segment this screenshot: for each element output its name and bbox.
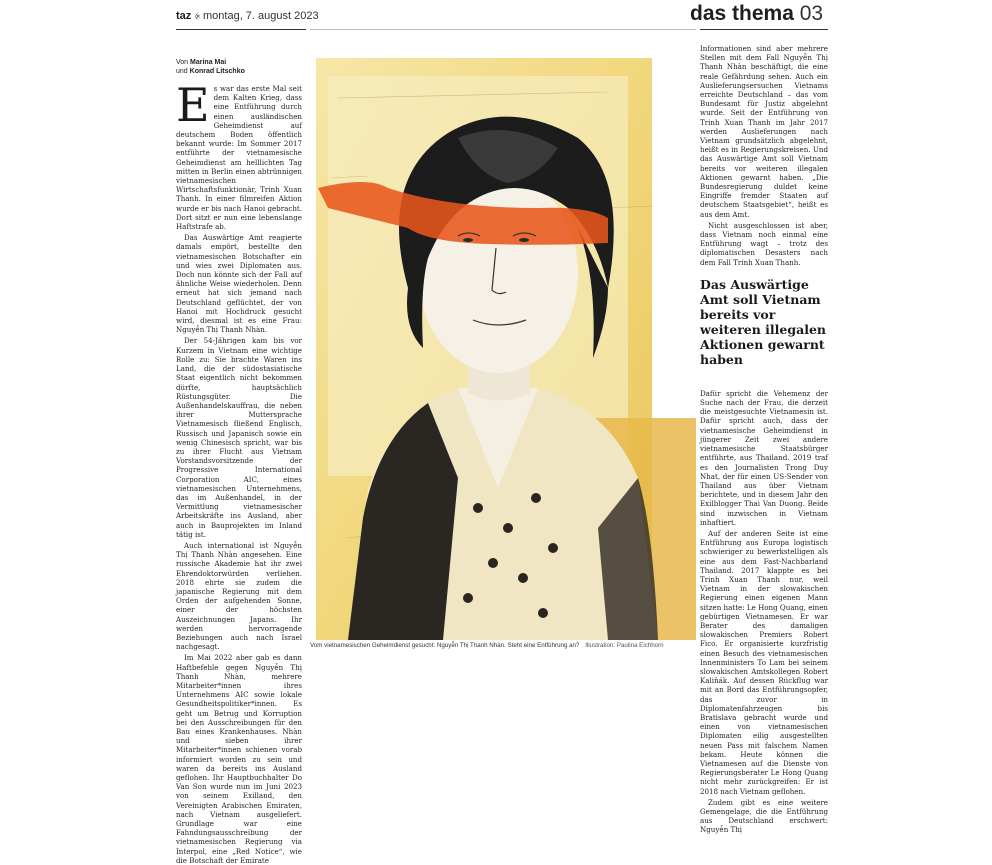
byline [176,58,302,76]
masthead [0,0,992,30]
image-caption [310,642,700,650]
illustration-credit: Illustration: Paulina Eichhorn [585,642,664,649]
body-paragraph: Der 54-Jährigen kam bis vor Kurzem in Vietnam eine wichtige Rolle zu: Sie brachte Waren ins Land, die der südostasiatische Staat eigentlich nicht bekommen dürfte, hauptsächlich Rüstungsgüter. Die Außenhandelskauffrau, die neben ihrer Muttersprache Vietnamesisch fließend Englisch, Russisch und Japanisch sowie ein wenig Chinesisch spricht, war bis zu ihrer Flucht aus Vietnam Vorstandsvorsitzende der Progressive International Corporation AIC, eines vietnamesischen Unternehmens, das im Außenhandel, in der Vermittlung vietnamesischer Arbeitskräfte ins Ausland, aber auch in Bauprojekten im Inland tätig ist. [176,336,302,539]
page-number: 03 [799,2,824,25]
body-paragraph: Auch international ist Nguyễn Thị Thanh Nhàn angesehen. Eine russische Akademie hat ihr zwei Ehrendoktorwürden verliehen. 2018 ehrte sie zudem die japanische Regierung mit dem Orden der aufgehenden Sonne, einer der höchsten Auszeichnungen Japans. Ihr werden hervorragende Beziehungen auch nach Israel nachgesagt. [176,540,302,652]
article-column-right [700,44,828,835]
author-name: Marina Mai [190,59,227,66]
pull-quote: Das Auswärtige Amt soll Vietnam bereits vor weiteren illegalen Aktionen gewarnt haben [700,276,826,367]
header-rule-right [700,29,828,30]
lead-paragraph [176,78,302,232]
article-column-left [176,58,302,865]
author-name: Konrad Litschko [189,68,245,75]
body-paragraph: Auf der anderen Seite ist eine Entführung aus Europa logistisch schwieriger zu bewerkstelligen als eine aus dem Fast-Nachbarland Thailand. 2017 klappte es bei Trinh Xuan Thanh nur, weil Vietnam in der slowakischen Regierung einen eigenen Mann sitzen hatte: Le Hong Quang, einen gebürtigen Vietnamesen. Er war Berater des damaligen slowakischen Premiers Robert Fico. Er organisierte kurzfristig einen Besuch des vietnamesischen Innenministers To Lam bei seinem slowakischen Amtskollegen Robert Kaliňák. Auf dessen Rückflug war mit an Bord das Entführungsopfer, das zuvor in Diplomatenfahrzeugen bis Bratislava gebracht wurde und einen von vietnamesischen Diplomaten eilig ausgestellten neuen Pass mit falschem Namen bekam. Heute können die Vietnamesen auf die Dienste von Regierungsberater Le Hong Quang nicht mehr zurückgreifen: Er ist 2018 nach Vietnam geflohen. [700,528,828,796]
issue-date: montag, 7. august 2023 [203,10,319,22]
body-paragraph: Nicht ausgeschlossen ist aber, dass Vietnam noch einmal eine Entführung wagt – trotz des diplomatischen Desasters nach dem Fall Trinh Xuan Thanh. [700,220,828,267]
drop-cap: E [176,78,210,132]
newspaper-logo: taz [176,10,192,22]
byline-prefix: Von [176,59,189,66]
caption-text: Vom vietnamesischen Geheimdienst gesucht: Nguyễn Thị Thanh Nhàn. Steht eine Entführung an? [310,642,580,649]
logo-paw-icon: ⨴ [195,12,201,21]
portrait-drawing [308,58,696,640]
body-paragraph: Informationen sind aber mehrere Stellen mit dem Fall Nguyễn Thị Thanh Nhàn beschäftigt, die eine reale Gefährdung sehen. Auch ein Auslieferungsersuchen Vietnams erreichte Deutschland – das vom Bundesamt für Justiz abgelehnt wurde. Seit der Entführung von Trinh Xuan Thanh im Jahr 2017 werden Auslieferungen nach Vietnam grundsätzlich abgelehnt, heißt es in Regierungskreisen. Und das Auswärtige Amt soll Vietnam bereits vor weiteren illegalen Aktionen gewarnt haben. „Die Bundesregierung duldet keine Eingriffe fremder Staaten auf deutschem Staatsgebiet“, heißt es aus dem Amt. [700,44,828,219]
body-paragraph: Zudem gibt es eine weitere Gemengelage, die die Entführung aus Deutschland erschwert: Nguyễn Thị [700,797,828,835]
portrait-illustration [308,58,696,640]
body-paragraph: Dafür spricht die Vehemenz der Suche nach der Frau, die derzeit die meistgesuchte Vietnamesin ist. Dafür spricht auch, dass der vietnamesische Geheimdienst in jüngerer Zeit zwei andere vietnamesische Staatsbürger entführte, aus Thailand. 2019 traf es den Journalisten Trong Duy Nhat, der für einen US-Sender von Thailand aus über Vietnam berichtete, und in diesem Jahr den Exilblogger Thai Van Duong. Beide sind inzwischen in Vietnam inhaftiert. [700,388,828,527]
body-paragraph: Das Auswärtige Amt reagierte damals empört, bestellte den vietnamesischen Botschafter ein und wies zwei Diplomaten aus. Doch nun könnte sich der Fall auf ähnliche Weise wiederholen. Denn erneut hat sich jemand nach Deutschland geflüchtet, der von Hanoi mit Hochdruck gesucht wird, diesmal ist es eine Frau: Nguyễn Thị Thanh Nhàn. [176,233,302,335]
byline-joiner: und [176,68,188,75]
body-paragraph: Im Mai 2022 aber gab es dann Haftbefehle gegen Nguyễn Thị Thanh Nhàn, mehrere Mitarbeiter*innen ihres Unternehmens AIC sowie lokale Gesundheitspolitiker*innen. Es geht um Betrug und Korruption bei den Ausschreibungen für den Bau eines Krankenhauses. Nhàn und sieben ihrer Mitarbeiter*innen schienen vorab informiert worden zu sein und waren da bereits ins Ausland geflohen. Ihr Hauptbuchhalter Do Van Son wurde nun im Juni 2023 von seinem Exilland, den Vereinigten Arabischen Emiraten, nach Vietnam ausgeliefert. Grundlage war eine Fahndungsausschreibung der vietnamesischen Regierung via Interpol, eine „Red Notice“, wie die Botschaft der Emirate [176,653,302,865]
section-name: das thema [690,2,794,25]
header-rule-left [176,29,306,30]
section-title [690,2,823,26]
lead-text: s war das erste Mal seit dem Kalten Krieg, dass eine Entführung durch einen ausländischen Geheimdienst auf deutschem Boden öffentlich bekannt wurde: Im Sommer 2017 entführte der vietnamesische Geheimdienst am helllichten Tag mitten in Berlin einen abtrünnigen vietnamesischen Wirtschaftsfunktionär, Trinh Xuan Thanh. In einer filmreifen Aktion wurde er bis nach Hanoi gebracht. Dort sitzt er nun eine lebenslange Haftstrafe ab. [176,84,302,232]
header-rule-middle [310,29,696,30]
